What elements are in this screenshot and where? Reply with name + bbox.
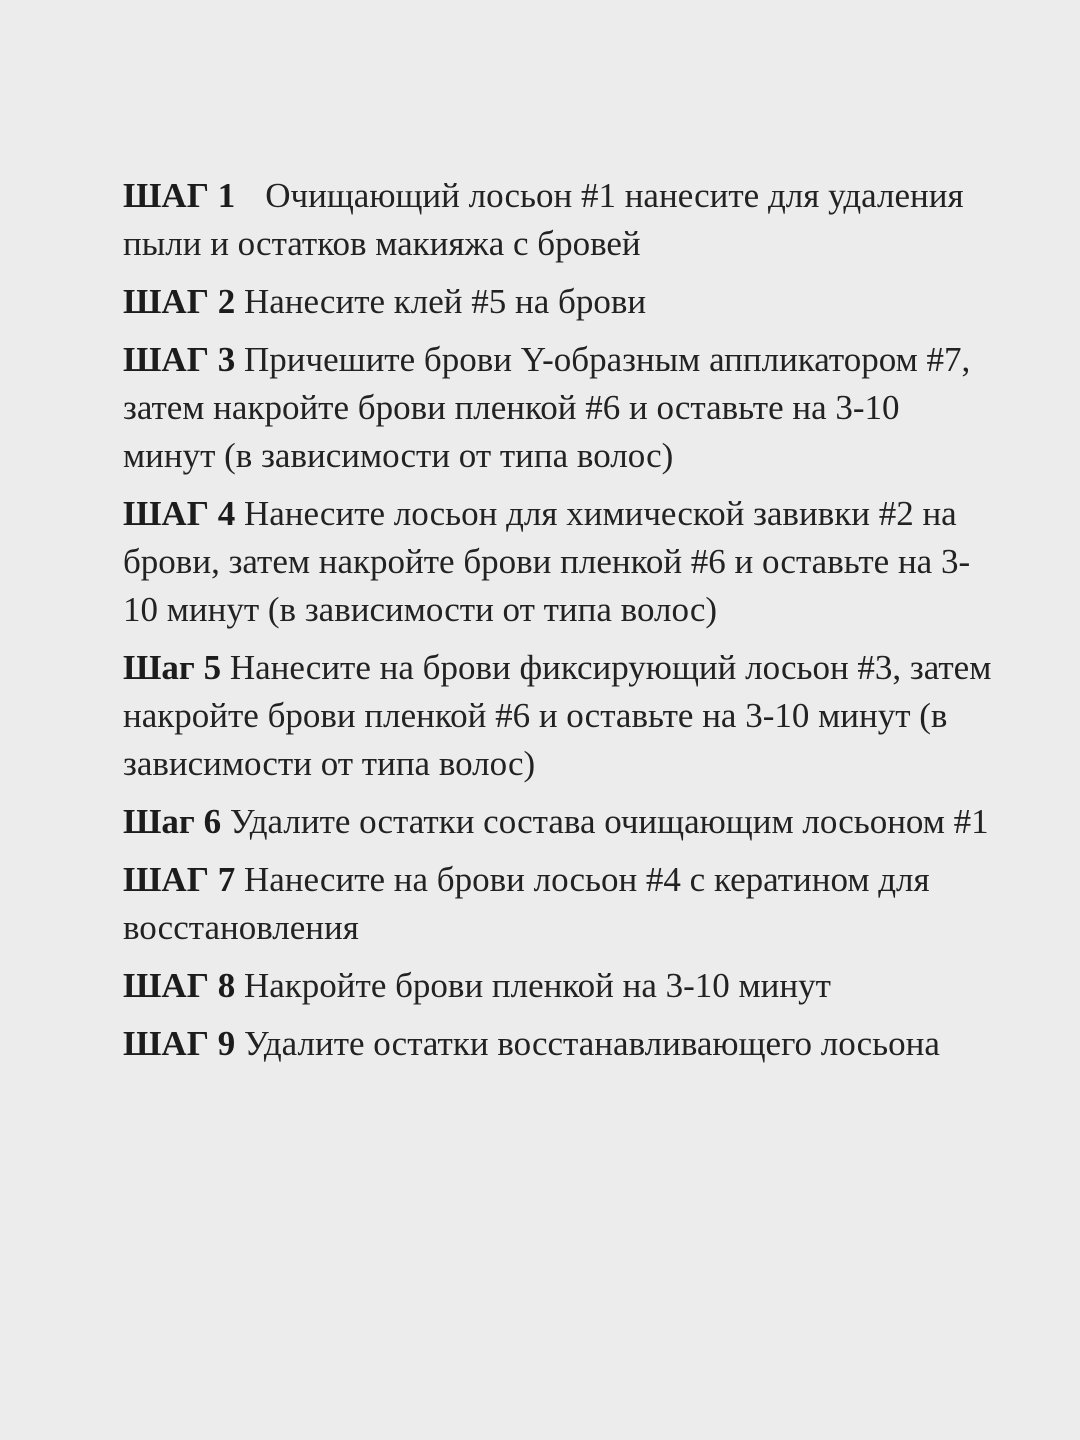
step-text: Удалите остатки восстанавливающего лосьона: [243, 1024, 940, 1063]
step-9: [123, 1020, 998, 1068]
step-1: [123, 172, 998, 268]
step-text: Нанесите на брови фиксирующий лосьон #3, затем накройте брови пленкой #6 и оставьте на 3-10 минут (в зависимости от типа волос): [123, 648, 992, 783]
step-label: Шаг 5: [123, 648, 222, 687]
step-text: Нанесите лосьон для химической завивки #2 на брови, затем накройте брови пленкой #6 и оставьте на 3-10 минут (в зависимости от типа волос): [123, 494, 971, 629]
step-label: ШАГ 7: [123, 860, 236, 899]
step-text: Нанесите на брови лосьон #4 с кератином для восстановления: [123, 860, 930, 947]
step-6: [123, 798, 998, 846]
step-3: [123, 336, 998, 480]
step-text: Накройте брови пленкой на 3-10 минут: [243, 966, 831, 1005]
step-label: ШАГ 9: [123, 1024, 236, 1063]
instruction-steps: [123, 172, 998, 1078]
step-7: [123, 856, 998, 952]
step-2: [123, 278, 998, 326]
step-8: [123, 962, 998, 1010]
step-4: [123, 490, 998, 634]
step-label: ШАГ 1: [123, 176, 236, 215]
step-label: Шаг 6: [123, 802, 222, 841]
step-label: ШАГ 3: [123, 340, 236, 379]
step-text: Причешите брови Y-образным аппликатором #7, затем накройте брови пленкой #6 и оставьте на 3-10 минут (в зависимости от типа волос): [123, 340, 971, 475]
step-label: ШАГ 4: [123, 494, 236, 533]
step-text: Очищающий лосьон #1 нанесите для удаления пыли и остатков макияжа с бровей: [123, 176, 964, 263]
step-text: Нанесите клей #5 на брови: [243, 282, 647, 321]
step-5: [123, 644, 998, 788]
step-label: ШАГ 2: [123, 282, 236, 321]
step-label: ШАГ 8: [123, 966, 236, 1005]
step-text: Удалите остатки состава очищающим лосьоном #1: [229, 802, 989, 841]
